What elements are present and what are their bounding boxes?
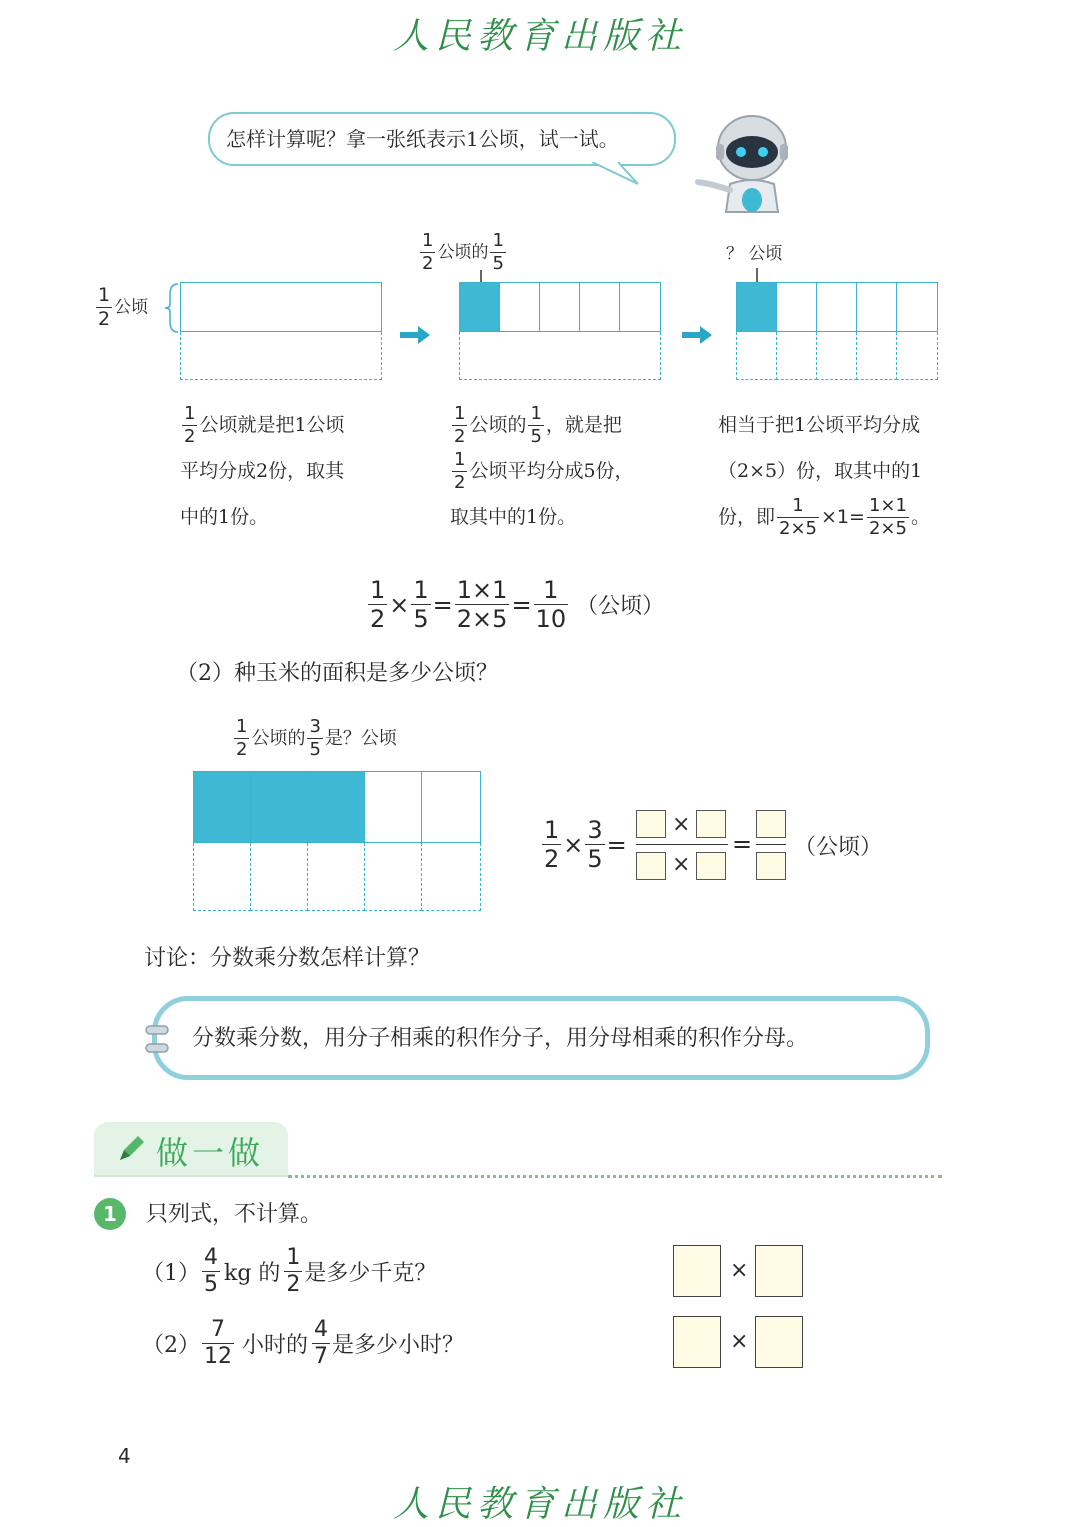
fraction-bar: [756, 844, 786, 845]
badge-bottom-line: [94, 1175, 288, 1177]
times-sign: ×: [672, 852, 691, 877]
q2-diagram-label: $\frac{1}{2}$ 公顷的 $\frac{3}{5}$ 是？公顷: [236, 716, 397, 760]
robot-icon: [694, 108, 798, 214]
times-sign: ×: [672, 812, 691, 837]
cell: [421, 771, 481, 843]
other-half-dashed: [180, 332, 382, 380]
cell: [856, 282, 897, 332]
fraction-bar: [636, 844, 728, 845]
answer-box[interactable]: [636, 852, 666, 880]
cell: [579, 282, 620, 332]
answer-box[interactable]: [696, 810, 726, 838]
cell: [896, 282, 938, 332]
caption-middle: $\frac{1}{2}$ 公顷的 $\frac{1}{5}$ ，就是把 $\frac{1}{2}$ 公顷平均分成5份， 取其中的1份。: [450, 402, 634, 528]
speech-text: 怎样计算呢？拿一张纸表示1公顷，试一试。: [226, 127, 619, 151]
exercise-item-2: （2） $\frac{7}{12}$ 小时的 $\frac{4}{7}$ 是多少小时？: [142, 1316, 465, 1369]
shaded-cell: [736, 282, 777, 332]
clip-icon: [142, 1022, 176, 1056]
exercise-item-1: （1） $\frac{4}{5}$ kg 的 $\frac{1}{2}$ 是多少千克？: [142, 1244, 437, 1297]
arrow-right-icon: [682, 324, 714, 346]
unit-hectare: （公顷）: [794, 835, 883, 860]
caption-left: $\frac{1}{2}$ 公顷就是把1公顷 平均分成2份，取其 中的1份。: [180, 402, 345, 528]
cell: [539, 282, 580, 332]
answer-box[interactable]: [755, 1316, 803, 1368]
equation-one: $\frac{1}{2}$ × $\frac{1}{5}$ = $\frac{1\times 1}{2\times 5}$ = $\frac{1}{10}$ （公顷）: [370, 576, 665, 633]
equation-two: $\frac{1}{2}$ × $\frac{3}{5}$ =: [544, 816, 627, 873]
cell: [499, 282, 540, 332]
rule-summary-text: 分数乘分数，用分子相乘的积作分子，用分母相乘的积作分母。: [192, 1026, 809, 1051]
answer-box[interactable]: [756, 810, 786, 838]
cell: [776, 282, 817, 332]
times-sign: ×: [730, 1258, 749, 1283]
corn-area-row: [193, 771, 481, 843]
unknown-hectare-label: ？ 公顷: [726, 244, 783, 264]
times-sign: ×: [730, 1329, 749, 1354]
fifths-row: [459, 282, 661, 332]
other-half-dashed: [459, 332, 661, 380]
publisher-watermark-bottom: 人民教育出版社: [392, 1484, 687, 1525]
shaded-cell: [459, 282, 500, 332]
answer-box[interactable]: [756, 852, 786, 880]
discussion-prompt: 讨论：分数乘分数怎样计算？: [144, 946, 431, 971]
mid-diagram-label: $\frac{1}{2}$ 公顷的 $\frac{1}{5}$: [422, 230, 504, 274]
brace-icon: [164, 282, 180, 334]
cell: [816, 282, 857, 332]
shaded-cell: [193, 771, 251, 843]
fifths-row-right: [736, 282, 938, 332]
shaded-cell: [307, 771, 365, 843]
half-hectare-rect: [180, 282, 382, 332]
question-two: （2）种玉米的面积是多少公顷？: [176, 661, 498, 686]
arrow-right-icon: [400, 324, 432, 346]
dotted-divider: [288, 1175, 942, 1178]
answer-box[interactable]: [673, 1245, 721, 1297]
equals-sign: =: [732, 830, 753, 858]
cell: [364, 771, 422, 843]
practice-title: 做一做: [156, 1134, 265, 1172]
exercise-number-badge: 1: [94, 1198, 126, 1230]
dashed-grid-right: [736, 332, 938, 380]
cell: [619, 282, 661, 332]
corn-dashed-grid: [193, 843, 481, 911]
half-hectare-label: $\frac{1}{2}$ 公顷: [98, 284, 149, 330]
shaded-cell: [250, 771, 308, 843]
publisher-watermark-top: 人民教育出版社: [392, 16, 687, 57]
blank-fraction-product: [636, 808, 728, 882]
exercise-instruction: 只列式，不计算。: [146, 1202, 323, 1227]
answer-box[interactable]: [755, 1245, 803, 1297]
answer-box[interactable]: [636, 810, 666, 838]
pencil-icon: [114, 1132, 148, 1166]
answer-box[interactable]: [696, 852, 726, 880]
answer-box[interactable]: [673, 1316, 721, 1368]
caption-right: 相当于把1公顷平均分成 （2×5）份，取其中的1 份，即 $\frac{1}{2\times 5}$ ×1= $\frac{1\times 1}{2\times 5}$ 。: [718, 414, 930, 539]
speech-bubble-tail: [590, 160, 650, 190]
page-number: 4: [118, 1444, 131, 1468]
blank-result-fraction: [756, 808, 786, 882]
